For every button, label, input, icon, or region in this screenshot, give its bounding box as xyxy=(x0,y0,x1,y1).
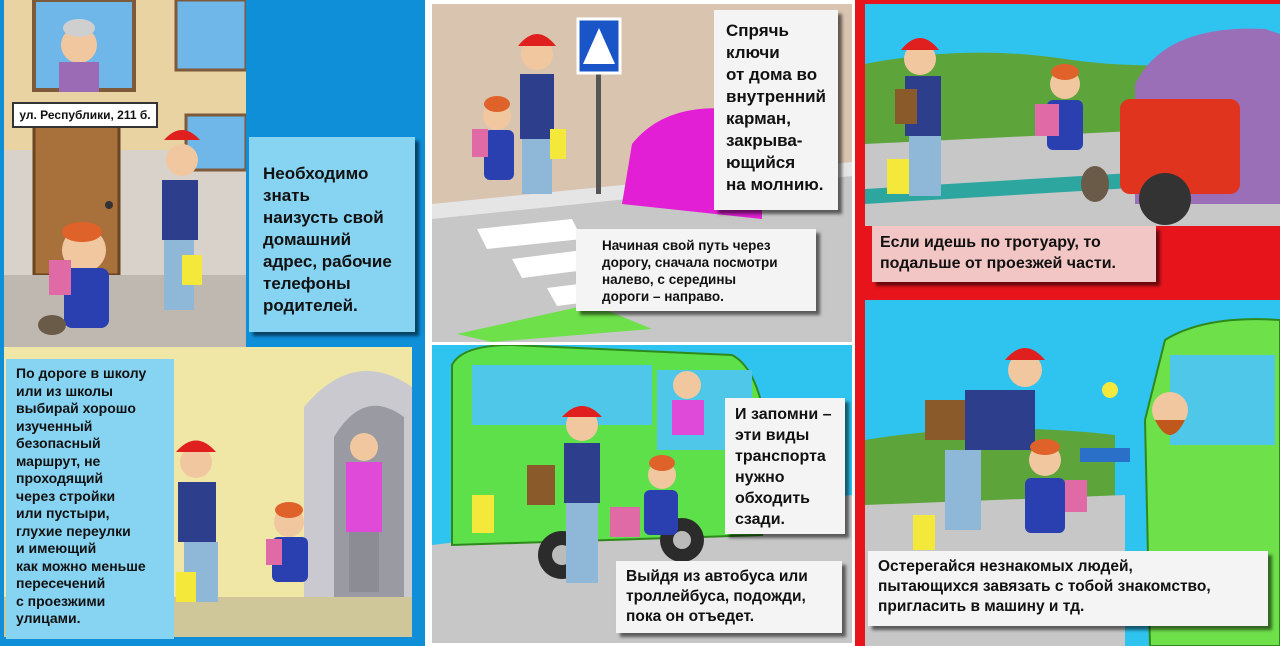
caption-safe-route-text: По дороге в школу или из школы выбирай хорошо изученный безопасный маршрут, не проходящий через стройки или пустыри, глухие переулки и имеющий как можно меньше пересечений с проезжими улицами. xyxy=(16,365,147,626)
panel-home-address xyxy=(4,0,246,356)
caption-wait-bus-text: Выйдя из автобуса или троллейбуса, подожди, пока он отъедет. xyxy=(626,568,808,625)
panel-sidewalk xyxy=(865,4,1280,226)
address-sign xyxy=(12,102,158,128)
caption-wait-bus xyxy=(616,561,842,633)
caption-sidewalk xyxy=(872,226,1156,282)
caption-rear-bypass-text: И запомни – эти виды транспорта нужно обходить сзади. xyxy=(735,406,832,528)
caption-strangers-text: Остерегайся незнакомых людей, пытающихся завязать с тобой знакомство, пригласить в машину и тд. xyxy=(878,558,1211,615)
sidewalk-scene-illustration xyxy=(865,4,1280,226)
caption-safe-route xyxy=(6,359,174,639)
caption-crossing xyxy=(576,229,816,311)
caption-hide-keys xyxy=(714,10,838,210)
address-sign-text: ул. Республики, 211 б. xyxy=(19,108,151,122)
caption-rear-bypass xyxy=(725,398,845,534)
caption-home-address xyxy=(249,137,415,332)
home-scene-illustration xyxy=(4,0,246,356)
caption-crossing-text: Начиная свой путь через дорогу, сначала посмотри налево, с середины дороги – направо. xyxy=(602,238,778,304)
caption-sidewalk-text: Если идешь по тротуару, то подальше от проезжей части. xyxy=(880,234,1116,272)
caption-hide-keys-text: Спрячь ключи от дома во внутренний карман, закрыва- ющийся на молнию. xyxy=(726,21,826,194)
caption-home-address-text: Необходимо знать наизусть свой домашний адрес, рабочие телефоны родителей. xyxy=(263,164,392,315)
caption-strangers xyxy=(868,551,1268,626)
